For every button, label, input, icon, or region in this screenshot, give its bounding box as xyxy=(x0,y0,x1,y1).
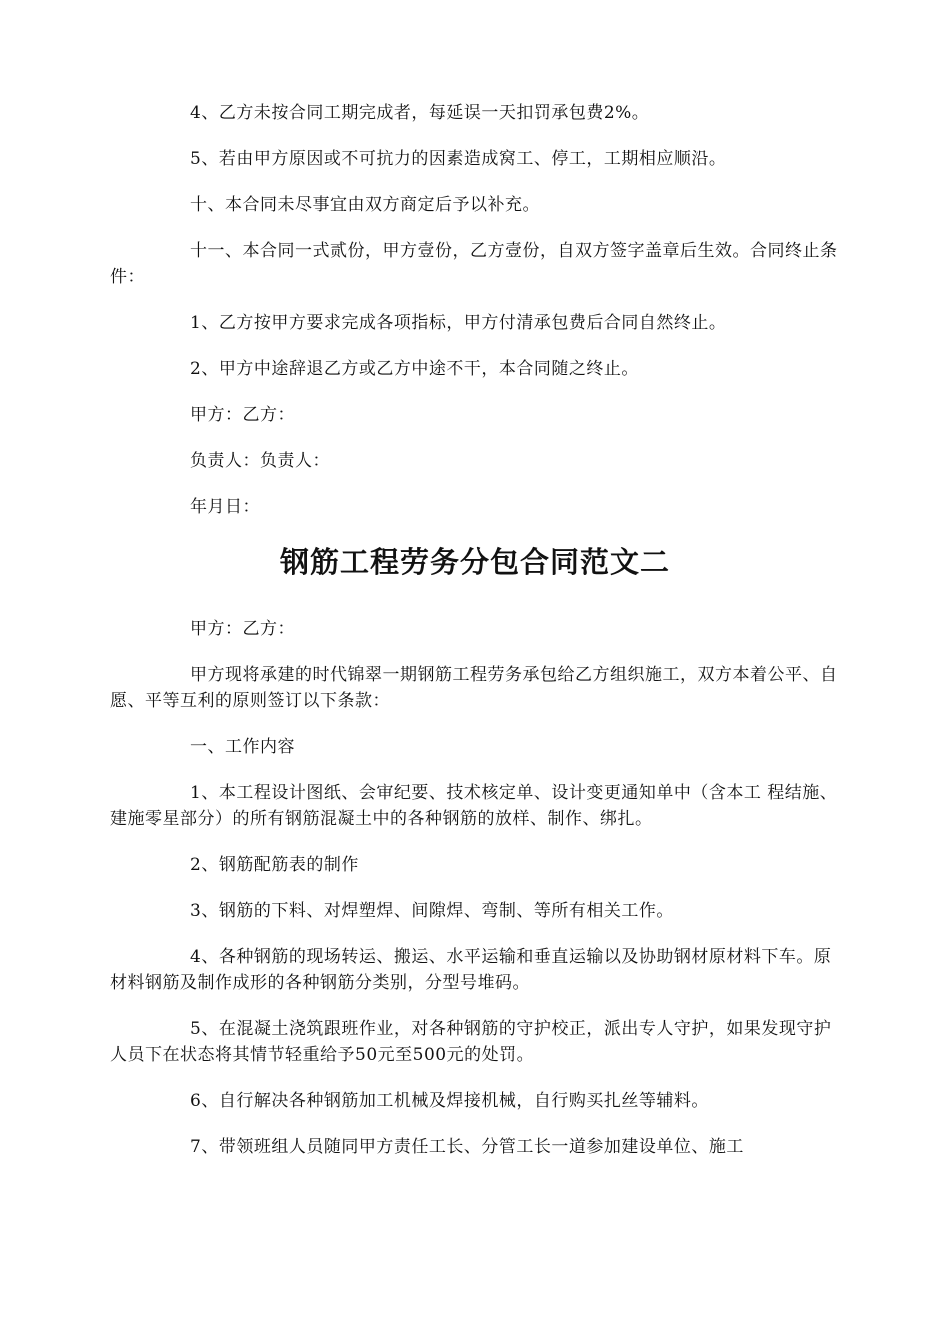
paragraph: 2、甲方中途辞退乙方或乙方中途不干，本合同随之终止。 xyxy=(190,359,639,379)
parties-line: 甲方：乙方： xyxy=(190,619,295,639)
paragraph: 3、钢筋的下料、对焊塑焊、间隙焊、弯制、等所有相关工作。 xyxy=(190,901,674,921)
paragraph: 5、在混凝土浇筑跟班作业，对各种钢筋的守护校正，派出专人守护，如果发现守护人员下在状态将其情节轻重给予50元至500元的处罚。 xyxy=(110,1019,832,1065)
paragraph: 1、乙方按甲方要求完成各项指标，甲方付清承包费后合同自然终止。 xyxy=(190,313,727,333)
paragraph: 6、自行解决各种钢筋加工机械及焊接机械，自行购买扎丝等辅料。 xyxy=(190,1091,709,1111)
paragraph: 十、本合同未尽事宜由双方商定后予以补充。 xyxy=(190,195,540,215)
document-title: 钢筋工程劳务分包合同范文二 xyxy=(279,545,670,579)
paragraph: 7、带领班组人员随同甲方责任工长、分管工长一道参加建设单位、施工 xyxy=(190,1137,744,1157)
signature-responsible-line: 负责人：负责人： xyxy=(190,451,330,471)
paragraph: 甲方现将承建的时代锦翠一期钢筋工程劳务承包给乙方组织施工，双方本着公平、自愿、平等互利的原则签订以下条款： xyxy=(110,665,838,711)
paragraph: 4、乙方未按合同工期完成者，每延误一天扣罚承包费2%。 xyxy=(190,103,650,123)
paragraph: 5、若由甲方原因或不可抗力的因素造成窝工、停工，工期相应顺沿。 xyxy=(190,149,727,169)
contract-terms-section xyxy=(110,100,840,520)
paragraph: 十一、本合同一式贰份，甲方壹份，乙方壹份，自双方签字盖章后生效。合同终止条件： xyxy=(110,241,838,287)
section-heading: 一、工作内容 xyxy=(190,737,295,757)
paragraph: 1、本工程设计图纸、会审纪要、技术核定单、设计变更通知单中（含本工 程结施、建施零星部分）的所有钢筋混凝土中的各种钢筋的放样、制作、绑扎。 xyxy=(110,783,838,829)
paragraph: 4、各种钢筋的现场转运、搬运、水平运输和垂直运输以及协助钢材原材料下车。原材料钢筋及制作成形的各种钢筋分类别，分型号堆码。 xyxy=(110,947,832,993)
contract-body-section xyxy=(110,616,840,1160)
paragraph: 2、钢筋配筋表的制作 xyxy=(190,855,359,875)
signature-date-line: 年月日： xyxy=(190,497,260,517)
signature-party-line: 甲方：乙方： xyxy=(190,405,295,425)
